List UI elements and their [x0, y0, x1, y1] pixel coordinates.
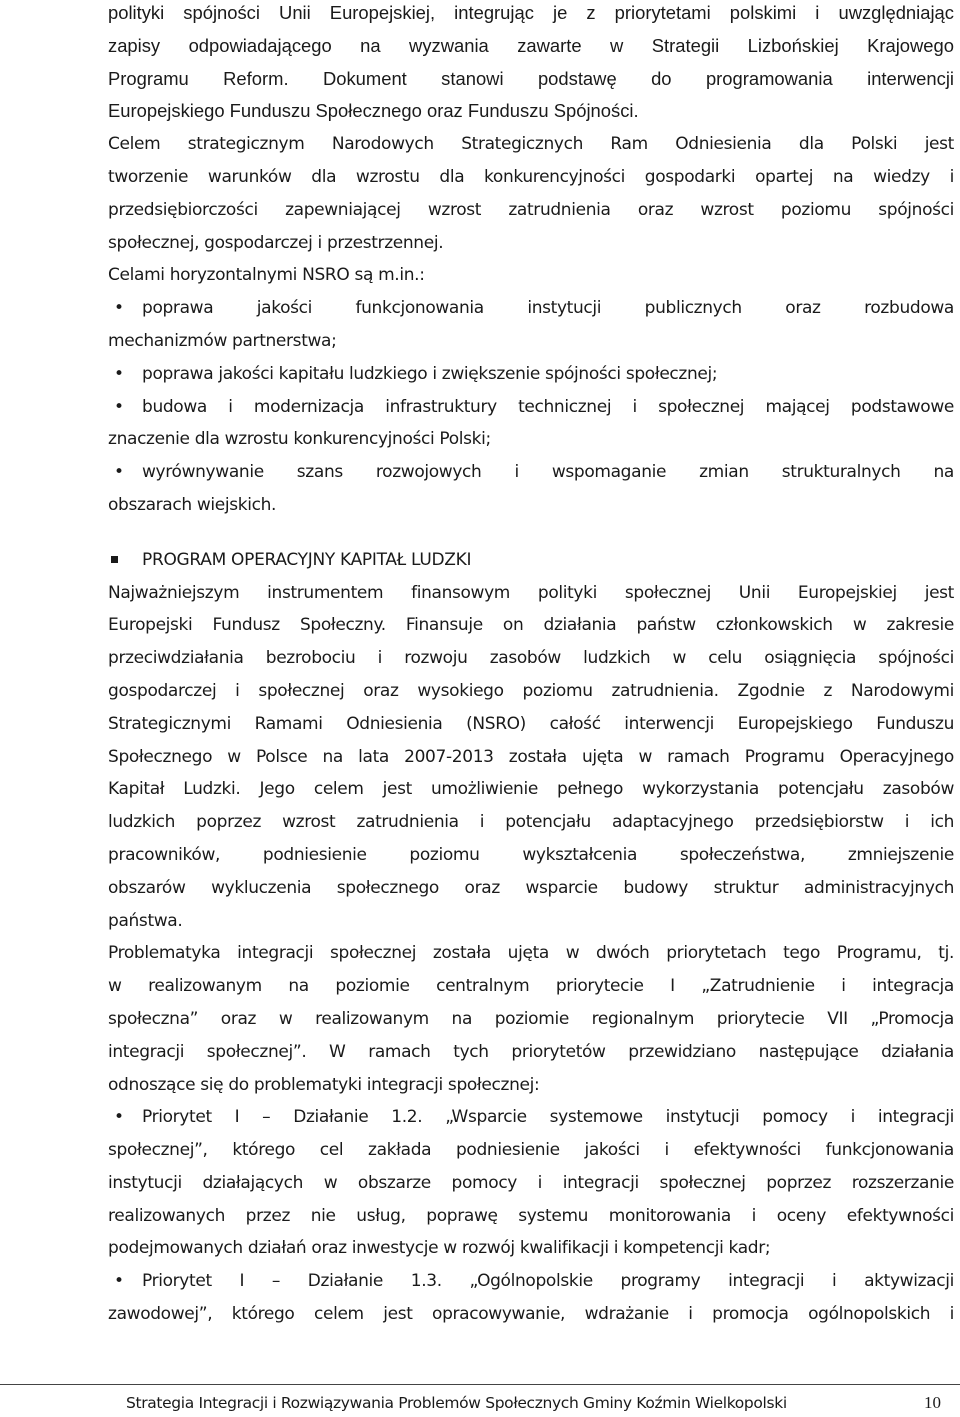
bullet-icon: • — [114, 1271, 124, 1292]
list-item-text: poprawa jakości kapitału ludzkiego i zwiększenie spójności społecznej; — [142, 363, 718, 384]
text-line — [108, 1101, 954, 1134]
text-line: Europejskiego Funduszu Społecznego oraz Funduszu Spójności. — [108, 100, 639, 122]
text-line: społeczna” oraz w realizowanym na poziomie regionalnym priorytecie VII „Promocja — [108, 1008, 954, 1029]
document-page — [108, 0, 954, 1331]
text-line: ludzkich poprzez wzrost zatrudnienia i potencjału adaptacyjnego przedsiębiorstw i ich — [108, 812, 954, 833]
text-line: Kapitał Ludzki. Jego celem jest umożliwienie pełnego wykorzystania potencjału zasobów — [108, 779, 954, 800]
text-line: Społecznego w Polsce na lata 2007-2013 została ujęta w ramach Programu Operacyjnego — [108, 746, 954, 767]
bullet-icon: • — [114, 363, 124, 384]
text-line — [108, 292, 954, 325]
text-line: Programu Reform. Dokument stanowi podstawę do programowania interwencji — [108, 67, 954, 89]
text-line: w realizowanym na poziomie centralnym priorytecie I „Zatrudnienie i integracja — [108, 976, 954, 997]
list-item-text: poprawa jakości funkcjonowania instytucji publicznych oraz rozbudowa — [142, 298, 954, 319]
text-line — [108, 456, 954, 489]
text-line: Strategicznymi Ramami Odniesienia (NSRO) całość interwencji Europejskiego Funduszu — [108, 713, 954, 734]
text-line: obszarów wykluczenia społecznego oraz wsparcie budowy struktur administracyjnych — [108, 877, 954, 898]
goal-paragraph — [108, 128, 954, 292]
text-line: tworzenie warunków dla wzrostu dla konkurencyjności gospodarki opartej na wiedzy i — [108, 166, 954, 187]
list-item-text: wyrównywanie szans rozwojowych i wspomaganie zmian strukturalnych na — [142, 462, 954, 483]
text-line: państwa. — [108, 910, 183, 931]
text-line: polityki spójności Unii Europejskiej, integrując je z priorytetami polskimi i uwzględniając — [108, 2, 954, 23]
text-line: gospodarczej i społecznej oraz wysokiego poziomu zatrudnienia. Zgodnie z Narodowymi — [108, 680, 954, 701]
page-footer — [0, 1384, 960, 1417]
goals-list — [108, 292, 954, 522]
footer-title: Strategia Integracji i Rozwiązywania Problemów Społecznych Gminy Koźmin Wielkopolski — [126, 1394, 787, 1412]
text-line — [108, 391, 954, 424]
list-item — [108, 292, 954, 358]
text-line: przedsiębiorczości zapewniającej wzrost zatrudnienia oraz wzrost poziomu spójności — [108, 199, 954, 220]
text-line: Europejski Fundusz Społeczny. Finansuje on działania państw członkowskich w zakresie — [108, 615, 954, 636]
bullet-icon: • — [114, 462, 124, 483]
text-line: społecznej, gospodarczej i przestrzennej. — [108, 232, 444, 253]
list-item-text: budowa i modernizacja infrastruktury technicznej i społecznej mającej podstawowe — [142, 396, 954, 417]
list-item — [108, 456, 954, 522]
intro-paragraph — [108, 0, 954, 128]
text-line: instytucji działających w obszarze pomocy i integracji społecznej poprzez rozszerzanie — [108, 1172, 954, 1193]
text-line — [108, 358, 954, 391]
bullet-icon: • — [114, 298, 124, 319]
list-item — [108, 1101, 954, 1265]
text-line — [108, 1265, 954, 1298]
section-heading — [108, 544, 954, 577]
text-line: obszarach wiejskich. — [108, 494, 277, 515]
square-bullet-icon — [111, 556, 118, 563]
text-line: mechanizmów partnerstwa; — [108, 330, 337, 351]
bullet-icon: • — [114, 1107, 124, 1128]
text-line: Celami horyzontalnymi NSRO są m.in.: — [108, 265, 425, 286]
list-item-text: Priorytet I – Działanie 1.3. „Ogólnopolskie programy integracji i aktywizacji — [142, 1271, 954, 1292]
text-line: społecznej”, którego cel zakłada podniesienie jakości i efektywności funkcjonowania — [108, 1140, 954, 1161]
text-line: znaczenie dla wzrostu konkurencyjności Polski; — [108, 429, 491, 450]
text-line: zapisy odpowiadającego na wyzwania zawarte w Strategii Lizbońskiej Krajowego — [108, 34, 954, 56]
text-line: podejmowanych działań oraz inwestycje w rozwój kwalifikacji i kompetencji kadr; — [108, 1238, 771, 1259]
list-item — [108, 391, 954, 457]
program-paragraph — [108, 577, 954, 938]
text-line: Problematyka integracji społecznej została ujęta w dwóch priorytetach tego Programu, tj. — [108, 943, 954, 964]
list-item — [108, 1265, 954, 1331]
list-item — [108, 358, 954, 391]
text-line: integracji społecznej”. W ramach tych priorytetów przewidziano następujące działania — [108, 1041, 954, 1062]
text-line: realizowanych przez nie usług, poprawę systemu monitorowania i oceny efektywności — [108, 1205, 954, 1226]
text-line: przeciwdziałania bezrobociu i rozwoju zasobów ludzkich w celu osiągnięcia spójności — [108, 648, 954, 669]
text-line: odnoszące się do problematyki integracji społecznej: — [108, 1074, 540, 1095]
actions-list — [108, 1101, 954, 1331]
text-line: zawodowej”, którego celem jest opracowywanie, wdrażanie i promocja ogólnopolskich i — [108, 1304, 954, 1325]
list-item-text: Priorytet I – Działanie 1.2. „Wsparcie systemowe instytucji pomocy i integracji — [142, 1107, 954, 1128]
bullet-icon: • — [114, 396, 124, 417]
text-line: pracowników, podniesienie poziomu wykształcenia społeczeństwa, zmniejszenie — [108, 844, 954, 865]
text-line: Najważniejszym instrumentem finansowym polityki społecznej Unii Europejskiej jest — [108, 582, 954, 603]
page-number: 10 — [924, 1393, 941, 1412]
priorities-paragraph — [108, 937, 954, 1101]
text-line: Celem strategicznym Narodowych Strategicznych Ram Odniesienia dla Polski jest — [108, 134, 954, 155]
section-heading-text: PROGRAM OPERACYJNY KAPITAŁ LUDZKI — [142, 549, 472, 570]
